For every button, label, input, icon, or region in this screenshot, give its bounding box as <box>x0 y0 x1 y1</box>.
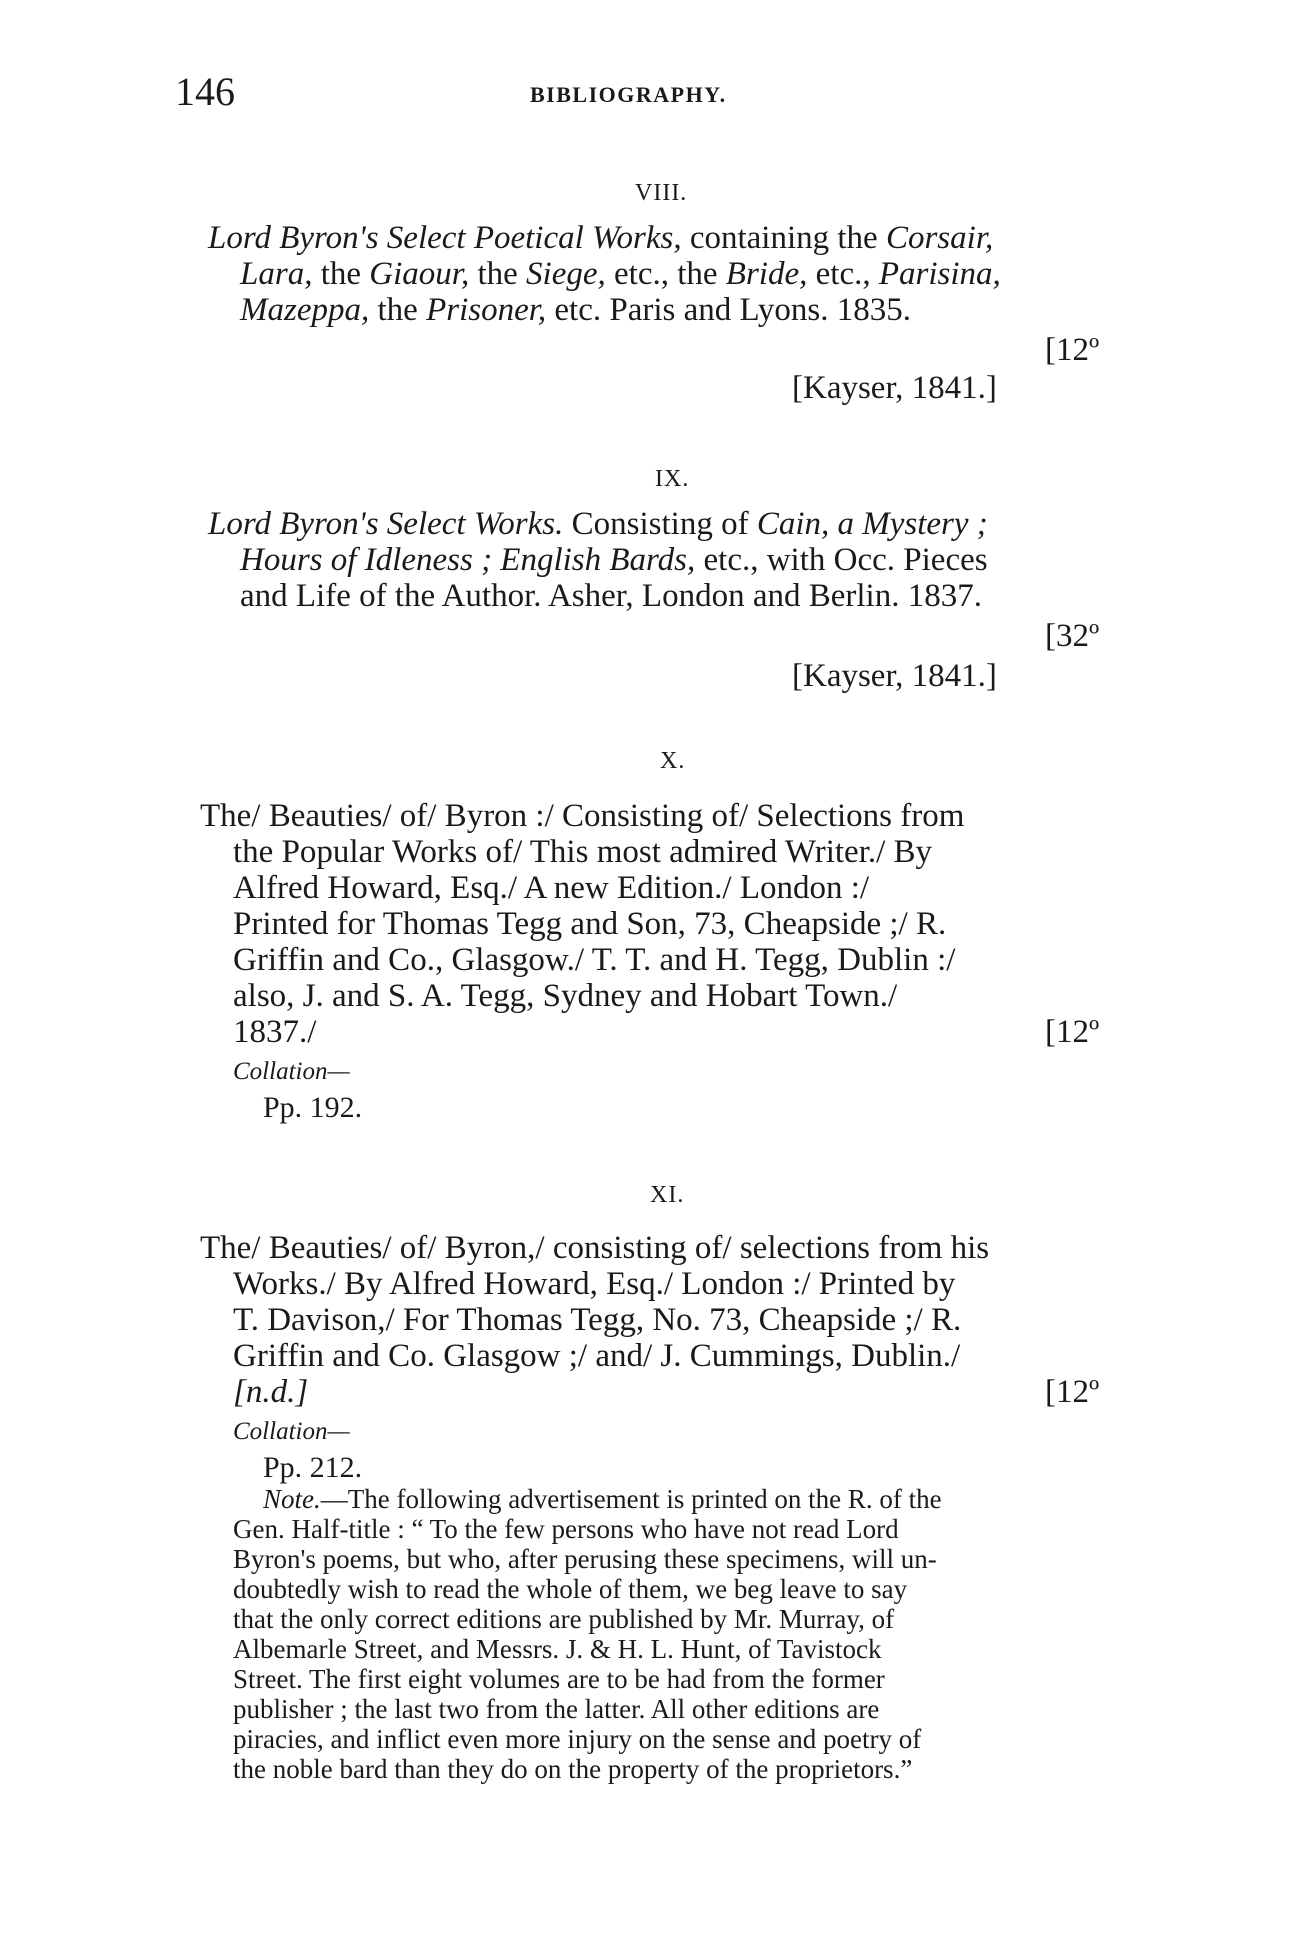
collation-label: Collation— <box>233 1058 350 1085</box>
note-line: Byron's poems, but who, after perusing these specimens, will un- <box>233 1544 937 1574</box>
entry-line: also, J. and S. A. Tegg, Sydney and Hobart Town./ <box>233 978 898 1014</box>
collation-value: Pp. 192. <box>263 1091 363 1124</box>
note-line: the noble bard than they do on the property of the proprietors.” <box>233 1754 913 1784</box>
entry-line: Griffin and Co., Glasgow./ T. T. and H. Tegg, Dublin :/ <box>233 942 956 978</box>
entry-line: Lara, the Giaour, the Siege, etc., the Bride, etc., Parisina, <box>240 256 1001 292</box>
note-line: Note.—The following advertisement is printed on the R. of the <box>263 1484 942 1514</box>
format-size: [12º <box>1045 1374 1100 1410</box>
note-line: doubtedly wish to read the whole of them, we beg leave to say <box>233 1574 908 1604</box>
note-line: publisher ; the last two from the latter. All other editions are <box>233 1694 880 1724</box>
entry-line: Mazeppa, the Prisoner, etc. Paris and Lyons. 1835. <box>240 292 911 328</box>
note-line: Albemarle Street, and Messrs. J. & H. L. Hunt, of Tavistock <box>233 1634 882 1664</box>
note-label: Note. <box>263 1484 321 1514</box>
source-reference: [Kayser, 1841.] <box>792 370 997 406</box>
note-line: that the only correct editions are published by Mr. Murray, of <box>233 1604 895 1634</box>
entry-line: The/ Beauties/ of/ Byron :/ Consisting of/ Selections from <box>200 798 965 834</box>
no-date-mark: [n.d.] <box>233 1374 309 1410</box>
source-reference: [Kayser, 1841.] <box>792 658 997 694</box>
page-number: 146 <box>175 69 235 114</box>
note-line: Street. The first eight volumes are to be had from the former <box>233 1664 885 1694</box>
entry-line: Alfred Howard, Esq./ A new Edition./ London :/ <box>233 870 870 906</box>
entry-line: the Popular Works of/ This most admired Writer./ By <box>233 834 933 870</box>
entry-line: The/ Beauties/ of/ Byron,/ consisting of/ selections from his <box>200 1230 990 1266</box>
note-line: Gen. Half-title : “ To the few persons who have not read Lord <box>233 1514 899 1544</box>
running-title: BIBLIOGRAPHY. <box>530 82 727 107</box>
collation-label: Collation— <box>233 1418 350 1445</box>
entry-line: and Life of the Author. Asher, London and Berlin. 1837. <box>240 578 982 614</box>
format-size: [12º <box>1045 1014 1100 1050</box>
entry-line: 1837./ <box>233 1014 317 1050</box>
entry-line: Works./ By Alfred Howard, Esq./ London :/ Printed by <box>233 1266 956 1302</box>
format-size: [12º <box>1045 332 1100 368</box>
entry-numeral: X. <box>660 748 686 774</box>
format-size: [32º <box>1045 618 1100 654</box>
entry-numeral: VIII. <box>635 180 688 206</box>
entry-line: Lord Byron's Select Works. Consisting of Cain, a Mystery ; <box>208 506 988 542</box>
entry-line: Hours of Idleness ; English Bards, etc., with Occ. Pieces <box>240 542 988 578</box>
collation-value: Pp. 212. <box>263 1451 363 1484</box>
entry-numeral: XI. <box>650 1182 685 1208</box>
entry-line: Griffin and Co. Glasgow ;/ and/ J. Cummings, Dublin./ <box>233 1338 961 1374</box>
entry-numeral: IX. <box>655 466 690 492</box>
entry-line: Lord Byron's Select Poetical Works, containing the Corsair, <box>208 220 994 256</box>
entry-line: Printed for Thomas Tegg and Son, 73, Cheapside ;/ R. <box>233 906 947 942</box>
note-line: piracies, and inflict even more injury on the sense and poetry of <box>233 1724 922 1754</box>
entry-line: T. Davison,/ For Thomas Tegg, No. 73, Cheapside ;/ R. <box>233 1302 962 1338</box>
